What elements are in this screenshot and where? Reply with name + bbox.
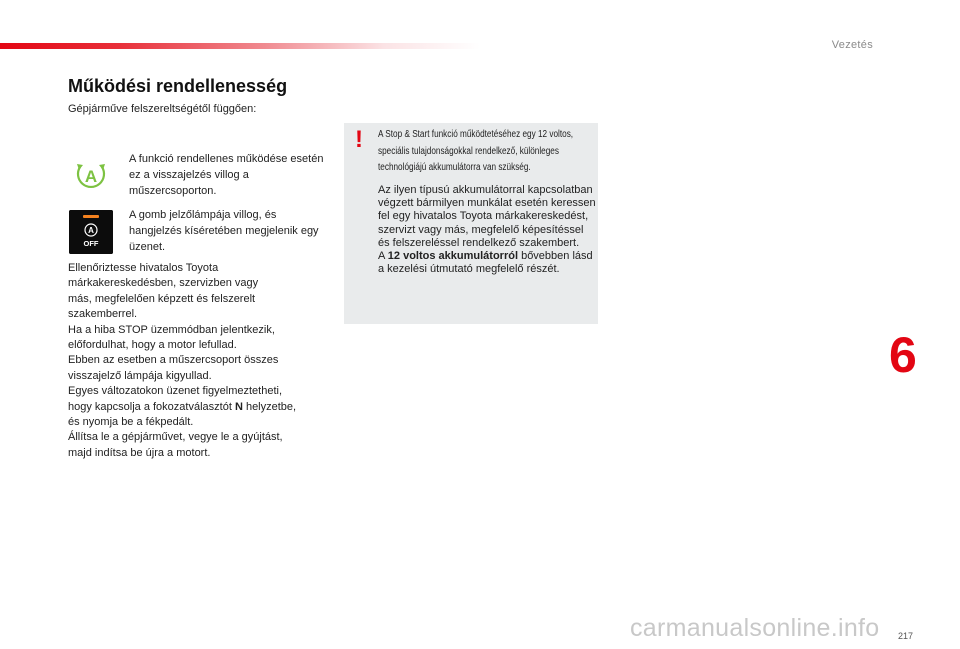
page-title: Működési rendellenesség bbox=[68, 76, 288, 96]
svg-text:OFF: OFF bbox=[83, 239, 99, 248]
indicator-description: A funkció rendellenes működése esetén ez a visszajelzés villog a műszercsoporton. bbox=[129, 153, 324, 197]
warning-body: Az ilyen típusú akkumulátorral kapcsolatban végzett bármilyen munkálat esetén keressen fel egy hivatalos Toyota márkakereskedést, szervizt vagy más, megfelelő képesítéssel és felszereléssel rendelkező szakembert. A 12 voltos akkumulátorról bővebben lásd a kezelési útmutató megfelelő részét. bbox=[378, 184, 596, 276]
svg-text:A: A bbox=[88, 226, 94, 235]
text-line: előfordulhat, hogy a motor lefullad. bbox=[68, 339, 237, 352]
text-line: hogy kapcsolja a fokozatválasztót N helyzetbe, bbox=[68, 400, 297, 413]
warning-icon: ! bbox=[355, 126, 363, 153]
battery-reference: 12 voltos akkumulátorról bbox=[387, 250, 519, 263]
start-stop-off-icon bbox=[69, 210, 113, 254]
text-line: márkakereskedésben, szervizben vagy bbox=[68, 277, 259, 290]
text-line: Egyes változatokon üzenet figyelmeztetheti, bbox=[68, 385, 283, 398]
svg-text:A: A bbox=[84, 167, 98, 186]
intro-text: Gépjárműve felszereltségétől függően: bbox=[68, 103, 257, 115]
gear-position-n: N bbox=[234, 400, 243, 413]
text-line: Ha a hiba STOP üzemmódban jelentkezik, bbox=[68, 323, 275, 336]
text-line: szakemberrel. bbox=[68, 308, 138, 321]
header-accent-bar bbox=[0, 43, 480, 49]
start-stop-auto-icon bbox=[74, 161, 108, 189]
chapter-title: Vezetés bbox=[831, 39, 873, 51]
text-line: Állítsa le a gépjárművet, vegye le a gyújtást, bbox=[68, 431, 283, 444]
chapter-number: 6 bbox=[889, 327, 917, 383]
text-line: Ebben az esetben a műszercsoport összes bbox=[68, 354, 279, 367]
text-line: és nyomja be a fékpedált. bbox=[68, 416, 194, 429]
text-line: Ellenőriztesse hivatalos Toyota bbox=[68, 262, 219, 274]
fault-instructions bbox=[68, 261, 328, 461]
watermark: carmanualsonline.info bbox=[630, 614, 880, 642]
warning-heading: A Stop & Start funkció működtetéséhez egy 12 voltos, speciális tulajdonságokkal rendelkező, különleges technológiájú akkumulátorra van szükség. bbox=[378, 129, 574, 173]
text-line: visszajelző lámpája kigyullad. bbox=[68, 369, 212, 382]
text-line: más, megfelelően képzett és felszerelt bbox=[68, 292, 256, 305]
button-lamp-description: A gomb jelzőlámpája villog, és hangjelzés kíséretében megjelenik egy üzenet. bbox=[129, 209, 319, 253]
warning-box bbox=[344, 123, 598, 324]
text-line: majd indítsa be újra a motort. bbox=[68, 446, 211, 459]
page-number: 217 bbox=[898, 631, 914, 641]
